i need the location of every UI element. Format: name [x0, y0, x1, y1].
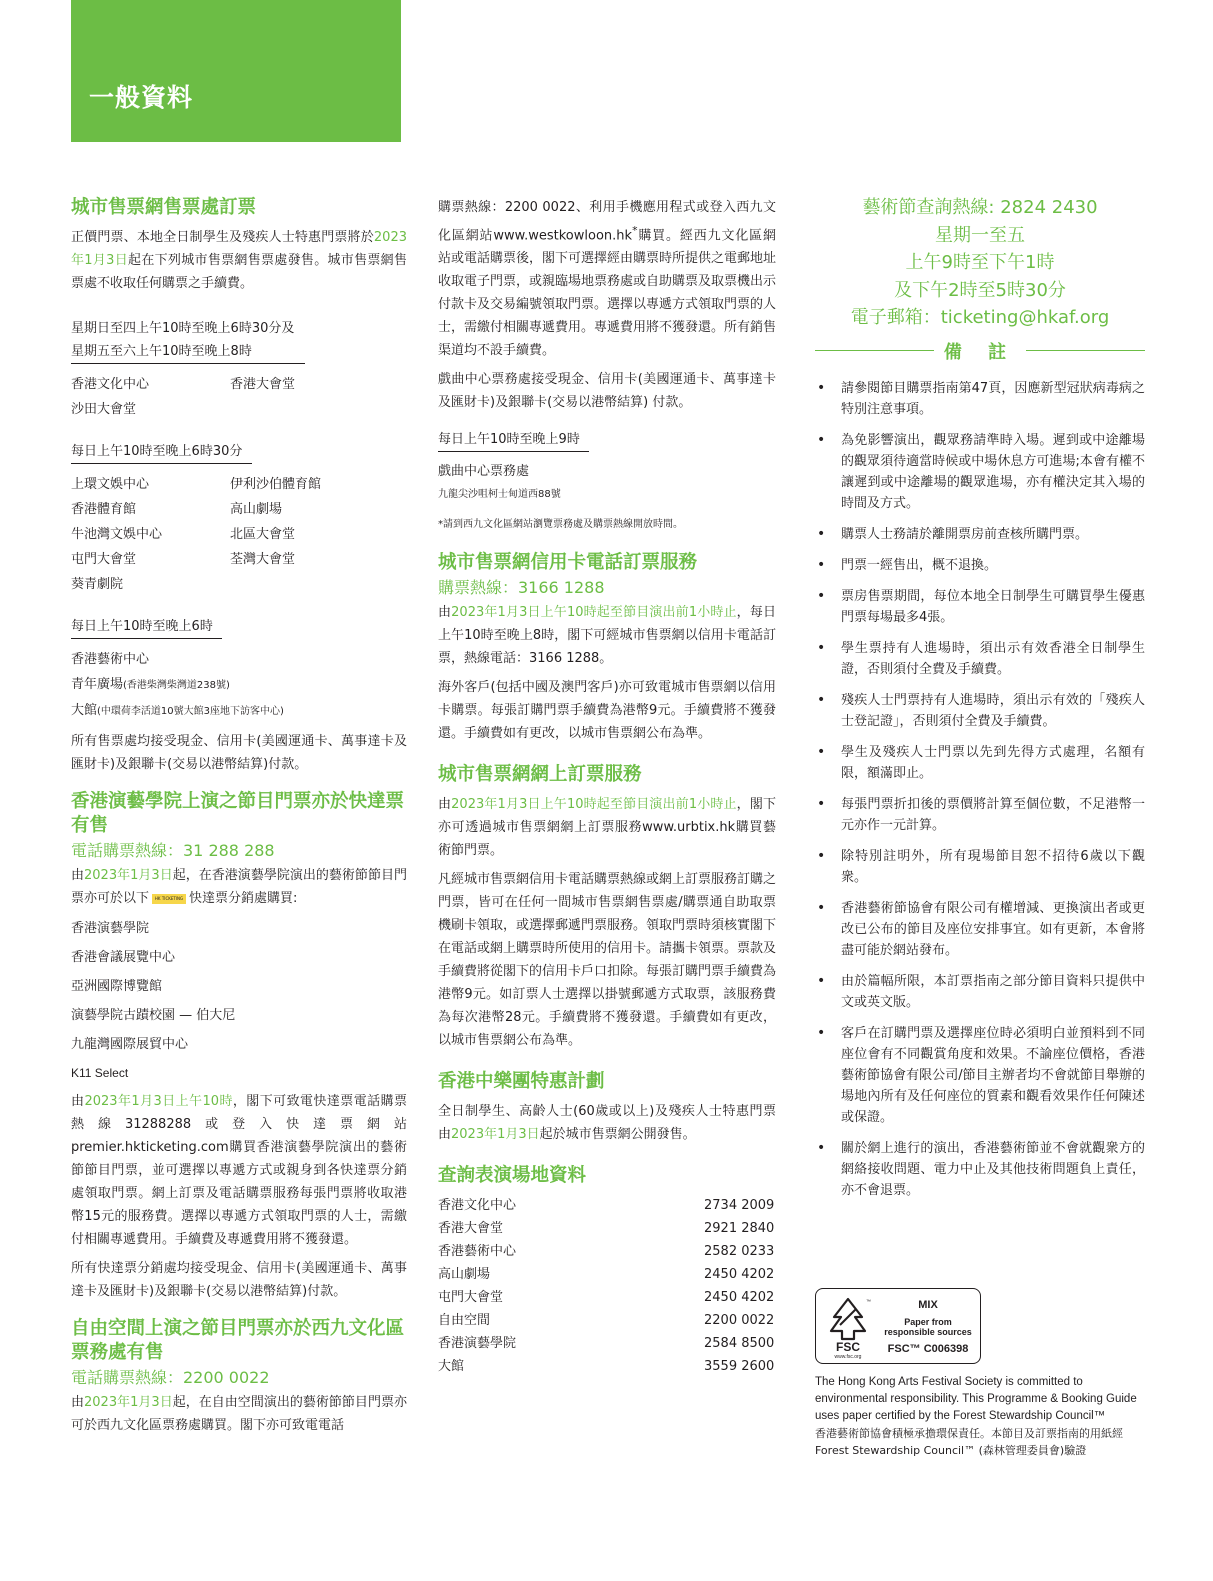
hours-line: 星期日至四上午10時至晚上6時30分及	[71, 321, 295, 336]
hkapa-payment: 所有快達票分銷處均接受現金、信用卡(美國運通卡、萬事達卡及匯財卡)及銀聯卡(交易以港幣結算)付款。	[71, 1261, 407, 1299]
note-item: • 學生及殘疾人士門票以先到先得方式處理，名額有限，額滿即止。	[815, 742, 1145, 784]
fsc-tree-icon	[822, 1295, 874, 1359]
venue-phone: 2734 2009	[704, 1198, 775, 1214]
payment-note: 所有售票處均接受現金、信用卡(美國運通卡、萬事達卡及匯財卡)及銀聯卡(交易以港幣結算)付款。	[71, 734, 407, 772]
venue-name: 屯門大會堂	[438, 1290, 504, 1306]
notes-title: 備 註	[943, 341, 1017, 363]
outlet-list	[71, 914, 407, 1088]
urbtix-counter-intro	[71, 226, 407, 295]
section-title-freespace: 自由空間上演之節目門票亦於西九文化區票務處有售	[71, 1318, 405, 1363]
intro-text-b: 起，在香港演藝學院演出的藝術節節目門票亦可於以下	[71, 868, 407, 906]
fsc-code: FSC™ C006398	[887, 1343, 969, 1355]
note-item: • 票房售票期間，每位本地全日制學生可購買學生優惠門票每場最多4張。	[815, 586, 1145, 628]
enquiry-email: 電子郵箱：ticketing@hkaf.org	[850, 307, 1110, 328]
note-item: • 學生票持有人進場時，須出示有效香港全日制學生證，否則須付全費及手續費。	[815, 638, 1145, 680]
phone-para-1	[438, 601, 776, 670]
xiqu-address: 九龍尖沙咀柯士甸道西88號	[438, 489, 561, 501]
venue-item: 香港大會堂	[230, 377, 296, 392]
hkapa-intro	[71, 864, 407, 910]
note-item: • 為免影響演出，觀眾務請準時入場。遲到或中途離場的觀眾須待適當時候或中場休息方可進場;本會有權不讓遲到或中途離場的觀眾進場，亦有權決定其入場的時間及方式。	[815, 430, 1145, 514]
outlet-item: 香港演藝學院	[71, 921, 150, 936]
fsc-mix: MIX	[918, 1299, 938, 1311]
enquiry-days: 星期一至五	[935, 224, 1025, 246]
hours-group-3: 每日上午10時至晚上6時	[71, 615, 222, 639]
note-item: • 香港藝術節協會有限公司有權增減、更換演出者或更改已公布的節目及座位安排事宜。如有更新，本會將盡可能於網站發布。	[815, 898, 1145, 961]
intro-text-b: 起在下列城市售票網售票處發售。城市售票網售票處不收取任何購票之手續費。	[71, 253, 407, 291]
heading-rule-right	[1026, 350, 1145, 351]
section-title-online-booking: 城市售票網網上訂票服務	[438, 764, 642, 786]
detail-date: 2023年1月3日上午10時	[84, 1094, 233, 1109]
para-text-b: ，閣下亦可透過城市售票網網上訂票服務www.urbtix.hk購買藝術節門票。	[438, 797, 776, 859]
note-item: • 客戶在訂購門票及選擇座位時必須明白並預料到不同座位會有不同觀賞角度和效果。不論座位價格，香港藝術節協會有限公司/節目主辦者均不會就節目舉辦的場地內所有及任何座位的質素和觀看效果作任何陳述或保證。	[815, 1023, 1145, 1128]
online-para-2: 凡經城市售票網信用卡電話購票熱線或網上訂票服務訂購之門票，皆可在任何一間城市售票網售票處/購票通自助取票機刷卡領取，或選擇郵遞門票服務。領取門票時須核實閣下在電話或網上購票時所使用的信用卡。請攜卡領票。票款及手續費將從閣下的信用卡戶口扣除。每張訂購門票手續費為港幣9元。如訂票人士選擇以掛號郵遞方式取票，該服務費為每次港幣28元。手續費將不獲發還。手續費如有更改，以城市售票網公布為準。	[438, 872, 777, 1049]
venue-item: 荃灣大會堂	[230, 552, 296, 567]
venue-phone: 2200 0022	[704, 1313, 775, 1329]
note-item: • 門票一經售出，概不退換。	[815, 555, 1145, 576]
westkowloon-continued	[438, 196, 776, 362]
venue-item: 屯門大會堂	[71, 552, 137, 567]
online-para-1	[438, 793, 776, 862]
venue-item	[230, 572, 390, 597]
outlet-item: K11 Select	[71, 1066, 129, 1080]
outlet-item: 香港會議展覽中心	[71, 950, 176, 965]
intro-text-a: 由	[71, 1395, 85, 1410]
logo-text: HK TICKETING	[154, 895, 184, 901]
hkco-para	[438, 1100, 776, 1146]
fsc-statement-cn: 香港藝術節協會積極承擔環保責任。本節目及訂票指南的用紙經Forest Stewardship Council™ (森林管理委員會)驗證	[815, 1427, 1123, 1457]
outlet-item: 亞洲國際博覽館	[71, 979, 163, 994]
outlet-item: 九龍灣國際展貿中心	[71, 1037, 189, 1052]
fsc-statement-en: The Hong Kong Arts Festival Society is committed to environmental responsibility. This Programme & Booking Guide uses paper certified by the Forest Stewardship Council™	[815, 1376, 1137, 1422]
venue-item: 葵青劇院	[71, 577, 124, 592]
venue-grid-3	[71, 647, 407, 724]
fsc-paper-line: Paper from	[904, 1317, 952, 1327]
para-text-a: 由	[438, 605, 452, 621]
fsc-paper-from	[880, 1317, 976, 1337]
enquiry-hotline: 藝術節查詢熱線: 2824 2430	[862, 197, 1098, 218]
enquiry-hours-pm: 及下午2時至5時30分	[894, 279, 1066, 301]
xiqu-name: 戲曲中心票務處	[438, 464, 530, 480]
notes-list	[815, 378, 1145, 1201]
venue-name: 香港大會堂	[438, 1221, 504, 1237]
intro-date: 2023年1月3日	[84, 868, 173, 883]
outlet-item: 演藝學院古蹟校園 — 伯大尼	[71, 1008, 236, 1023]
para-date: 2023年1月3日	[451, 1127, 540, 1143]
venue-item: 高山劇場	[230, 502, 283, 517]
freespace-intro	[71, 1391, 407, 1437]
column-1	[71, 196, 407, 1437]
note-item: • 每張門票折扣後的票價將計算至個位數，不足港幣一元亦作一元計算。	[815, 794, 1145, 836]
heading-rule-left	[815, 350, 934, 351]
note-item: • 由於篇幅所限，本訂票指南之部分節目資料只提供中文或英文版。	[815, 971, 1145, 1013]
venue-item: 香港文化中心	[71, 377, 150, 392]
venue-name: 大館	[438, 1359, 465, 1375]
header-banner	[71, 0, 401, 142]
wk-text-b: 購買。經西九文化區網站或電話購票後，閣下可選擇經由購票時所提供之電郵地址收取電子門票，或親臨場地票務處或自助購票及取票機出示付款卡及交易編號領取門票。選擇以專遞方式領取門票的人士，需繳付相關專遞費用。專遞費用將不獲發還。所有銷售渠道均不設手續費。	[438, 228, 777, 359]
phone-hotline: 購票熱線：3166 1288	[438, 578, 605, 598]
xiqu-footnote: *請到西九文化區網站瀏覽票務處及購票熱線開放時間。	[438, 519, 683, 531]
para-date: 2023年1月3日上午10時起至節目演出前1小時止	[451, 605, 737, 621]
venue-name: 自由空間	[438, 1313, 491, 1329]
fsc-word: FSC	[836, 1340, 860, 1354]
freespace-hotline: 電話購票熱線：2200 0022	[71, 1368, 270, 1387]
venue-name: 大館	[71, 703, 98, 718]
note-item: • 關於網上進行的演出，香港藝術節並不會就觀衆方的網絡接收問題、電力中止及其他技術問題負上責任，亦不會退票。	[815, 1138, 1145, 1201]
column-3	[815, 194, 1145, 1211]
intro-date: 2023年1月3日	[71, 230, 407, 268]
venue-phone-table	[438, 1194, 776, 1378]
note-item: • 除特別註明外，所有現場節目恕不招待6歲以下觀衆。	[815, 846, 1145, 888]
hkapa-detail	[71, 1090, 407, 1251]
section-title-hkco: 香港中樂團特惠計劃	[438, 1071, 605, 1093]
venue-item	[71, 698, 401, 724]
venue-name: 青年廣場	[71, 677, 124, 692]
column-2	[438, 196, 776, 1378]
detail-text-a: 由	[71, 1094, 85, 1109]
wk-text-a: 購票熱線：2200 0022、利用手機應用程式或登入西九文化區網站www.westkowloon.hk	[438, 200, 776, 244]
venue-name: 香港藝術中心	[438, 1244, 517, 1260]
venue-phone: 2450 4202	[704, 1290, 775, 1306]
venue-item: 北區大會堂	[230, 527, 296, 542]
para-text-b: 起於城市售票網公開發售。	[539, 1127, 696, 1143]
enquiry-hours-am: 上午9時至下午1時	[905, 252, 1055, 273]
notes-heading	[815, 338, 1145, 364]
section-title-phone-booking: 城市售票網信用卡電話訂票服務	[438, 552, 698, 574]
venue-phone: 2584 8500	[704, 1336, 775, 1352]
section-title-urbtix-counter: 城市售票網售票處訂票	[71, 197, 257, 218]
venue-item: 上環文娛中心	[71, 477, 150, 492]
intro-text-a: 正價門票、本地全日制學生及殘疾人士特惠門票將於	[71, 230, 374, 245]
section-title-hkapa: 香港演藝學院上演之節目門票亦於快達票有售	[71, 791, 405, 836]
xiqu-hours: 每日上午10時至晚上9時	[438, 428, 589, 452]
note-item: • 購票人士務請於離開票房前查核所購門票。	[815, 524, 1145, 545]
enquiry-block	[815, 194, 1145, 332]
venue-phone: 3559 2600	[704, 1359, 775, 1375]
venue-item: 牛池灣文娛中心	[71, 527, 163, 542]
venue-grid-2	[71, 472, 407, 597]
venue-item: 沙田大會堂	[71, 402, 137, 417]
hkticketing-logo	[152, 894, 186, 904]
venue-name: 香港文化中心	[438, 1198, 517, 1214]
venue-item: 伊利沙伯體育館	[230, 477, 322, 492]
venue-address: (中環荷李活道10號大館3座地下訪客中心)	[97, 706, 284, 717]
venue-item: 香港體育館	[71, 502, 137, 517]
fsc-tm: ™	[866, 1299, 871, 1305]
hours-group-1	[71, 317, 305, 364]
para-text-a: 全日制學生、高齡人士(60歲或以上)及殘疾人士特惠門票由	[438, 1104, 776, 1143]
hours-line: 星期五至六上午10時至晚上8時	[71, 344, 252, 359]
intro-text-b: 起，在自由空間演出的藝術節節目門票亦可於西九文化區票務處購買。閣下亦可致電電話	[71, 1395, 407, 1433]
fsc-paper-line: responsible sources	[884, 1327, 972, 1337]
para-date: 2023年1月3日上午10時起至節目演出前1小時止	[451, 797, 737, 813]
intro-date: 2023年1月3日	[84, 1395, 173, 1410]
footnote-star: *	[632, 224, 638, 237]
para-text-a: 由	[438, 797, 452, 813]
page-title: 一般資料	[89, 83, 194, 112]
section-title-venue-enquiry: 查詢表演場地資料	[438, 1165, 587, 1187]
venue-item	[71, 672, 401, 698]
fsc-statement	[815, 1374, 1150, 1459]
note-item: • 請參閱節目購票指南第47頁，因應新型冠狀病毒病之特別注意事項。	[815, 378, 1145, 420]
intro-text-a: 由	[71, 868, 85, 883]
venue-item: 香港藝術中心	[71, 652, 150, 667]
venue-phone: 2921 2840	[704, 1221, 775, 1237]
note-item: • 殘疾人士門票持有人進場時，須出示有效的「殘疾人士登記證」，否則須付全費及手續費。	[815, 690, 1145, 732]
phone-para-2: 海外客戶(包括中國及澳門客戶)亦可致電城市售票網以信用卡購票。每張訂購門票手續費為港幣9元。手續費將不獲發還。手續費如有更改，以城市售票網公布為準。	[438, 680, 776, 742]
fsc-logo	[815, 1288, 981, 1364]
venue-item	[230, 397, 390, 422]
venue-name: 高山劇場	[438, 1267, 491, 1283]
venue-phone: 2582 0233	[704, 1244, 775, 1260]
para-text-b: ，每日上午10時至晚上8時，閣下可經城市售票網以信用卡電話訂票，熱線電話：3166 1288。	[438, 605, 776, 667]
xiqu-payment: 戲曲中心票務處接受現金、信用卡(美國運通卡、萬事達卡及匯財卡)及銀聯卡(交易以港幣結算) 付款。	[438, 372, 776, 411]
fsc-site: www.fsc.org	[834, 1354, 862, 1359]
venue-address: (香港柴灣柴灣道238號)	[123, 680, 230, 691]
venue-phone: 2450 4202	[704, 1267, 775, 1283]
detail-text-b: ，閣下可致電快達票電話購票熱線31288288或登入快達票網站premier.hkticketing.com購買香港演藝學院演出的藝術節節目門票，並可選擇以專遞方式或親身到各快達票分銷處領取門票。網上訂票及電話購票服務每張門票將收取港幣15元的服務費。選擇以專遞方式領取門票的人士，需繳付相關專遞費用。手續費及專遞費用將不獲發還。	[71, 1094, 407, 1247]
hours-group-2: 每日上午10時至晚上6時30分	[71, 440, 252, 464]
venue-name: 香港演藝學院	[438, 1336, 517, 1352]
hkapa-hotline: 電話購票熱線：31 288 288	[71, 841, 275, 860]
venue-grid-1	[71, 372, 407, 422]
intro-text-c: 快達票分銷處購買:	[189, 891, 298, 906]
